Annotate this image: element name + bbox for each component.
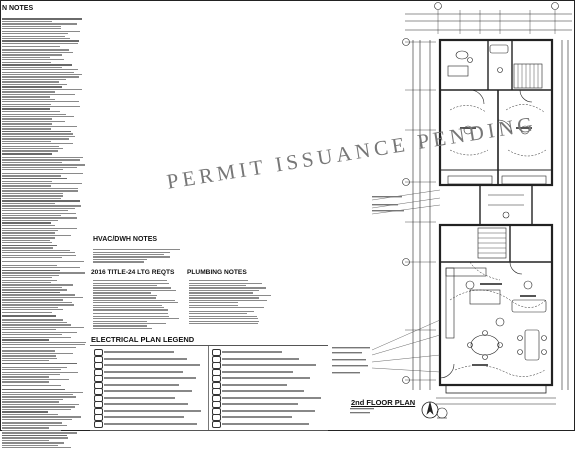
title24-lighting-heading: 2016 TITLE-24 LTG REQTS	[91, 269, 175, 276]
electrical-legend-heading: ELECTRICAL PLAN LEGEND	[91, 335, 195, 344]
fine-print-line	[2, 447, 71, 448]
fine-print-line	[2, 440, 49, 441]
floor-plan-title: 2nd FLOOR PLAN	[351, 398, 416, 407]
fine-print-line	[2, 437, 68, 438]
hvac-dwh-notes-heading: HVAC/DWH NOTES	[93, 236, 158, 243]
general-notes-heading: N NOTES	[2, 5, 34, 12]
fine-print-line	[2, 435, 67, 437]
fine-print-line	[2, 445, 58, 446]
permit-watermark: PERMIT ISSUANCE PENDING	[165, 111, 539, 194]
fine-print-line	[2, 432, 77, 433]
plumbing-notes-heading: PLUMBING NOTES	[187, 269, 247, 276]
fine-print-line	[2, 442, 64, 443]
